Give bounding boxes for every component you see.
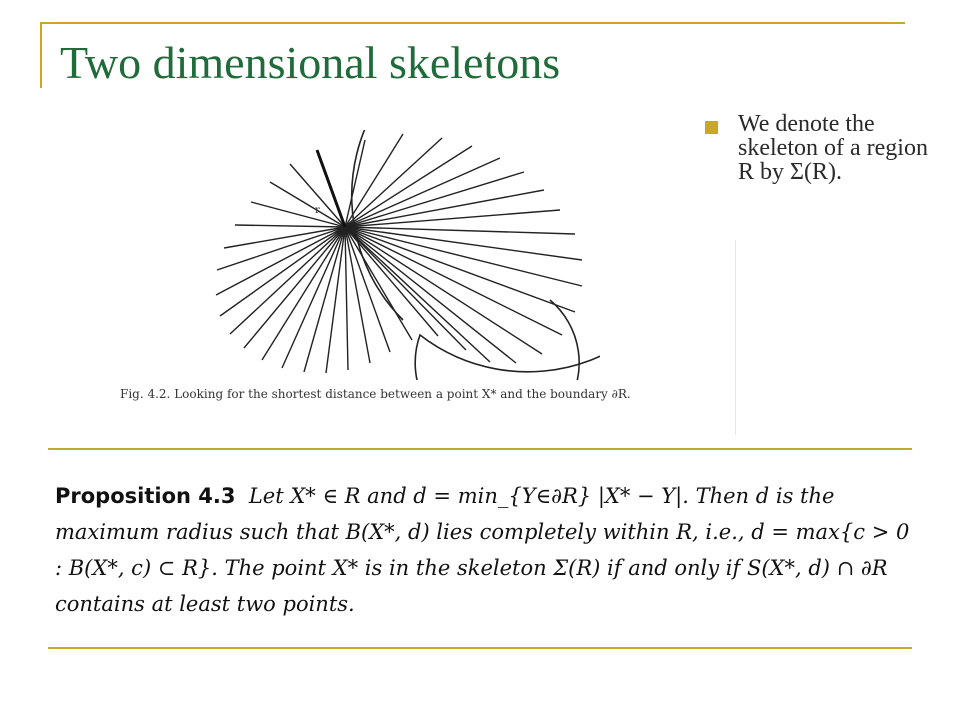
skeleton-ray — [345, 134, 403, 227]
proposition-text: Let X* ∈ R and d = min_{Y∈∂R} |X* − Y|. Then d is the maximum radius such that B(X*, d) lies completely within R, i.e., d = max{c > 0 : B(X*, c) ⊂ R}. The point X* is in the skeleton Σ(R) if and only if S(X*, d) ∩ ∂R contains at least two points. — [55, 484, 910, 616]
skeleton-ray — [345, 227, 348, 370]
skeleton-ray — [224, 227, 345, 248]
top-rule — [40, 22, 905, 24]
skeleton-ray — [216, 227, 345, 295]
skeleton-ray — [251, 202, 345, 227]
skeleton-ray — [345, 227, 582, 286]
skeleton-ray — [235, 225, 345, 227]
skeleton-ray — [270, 182, 345, 227]
skeleton-ray — [345, 227, 575, 312]
vertical-divider — [735, 240, 736, 435]
radius-label: r — [315, 205, 320, 216]
skeleton-ray — [345, 227, 466, 350]
proposition-label: Proposition 4.3 — [55, 484, 236, 508]
lower-divider-rule — [48, 647, 912, 649]
proposition — [55, 478, 915, 622]
skeleton-ray — [304, 227, 345, 372]
skeleton-figure — [120, 130, 600, 380]
bullet-square-icon — [705, 121, 718, 134]
upper-divider-rule — [48, 448, 912, 450]
skeleton-ray — [345, 138, 442, 227]
slide-title: Two dimensional skeletons — [60, 37, 561, 88]
skeleton-ray — [345, 227, 542, 354]
skeleton-ray — [217, 227, 345, 270]
bullet-text: We denote the skeleton of a region R by Σ(R). — [738, 111, 928, 185]
radius-line — [317, 150, 345, 227]
skeleton-ray — [345, 172, 524, 227]
skeleton-ray — [290, 164, 345, 227]
figure-caption: Fig. 4.2. Looking for the shortest distance between a point X* and the boundary ∂R. — [120, 387, 631, 401]
skeleton-ray — [345, 140, 365, 227]
left-vertical-rule — [40, 22, 42, 88]
skeleton-ray — [345, 227, 575, 234]
